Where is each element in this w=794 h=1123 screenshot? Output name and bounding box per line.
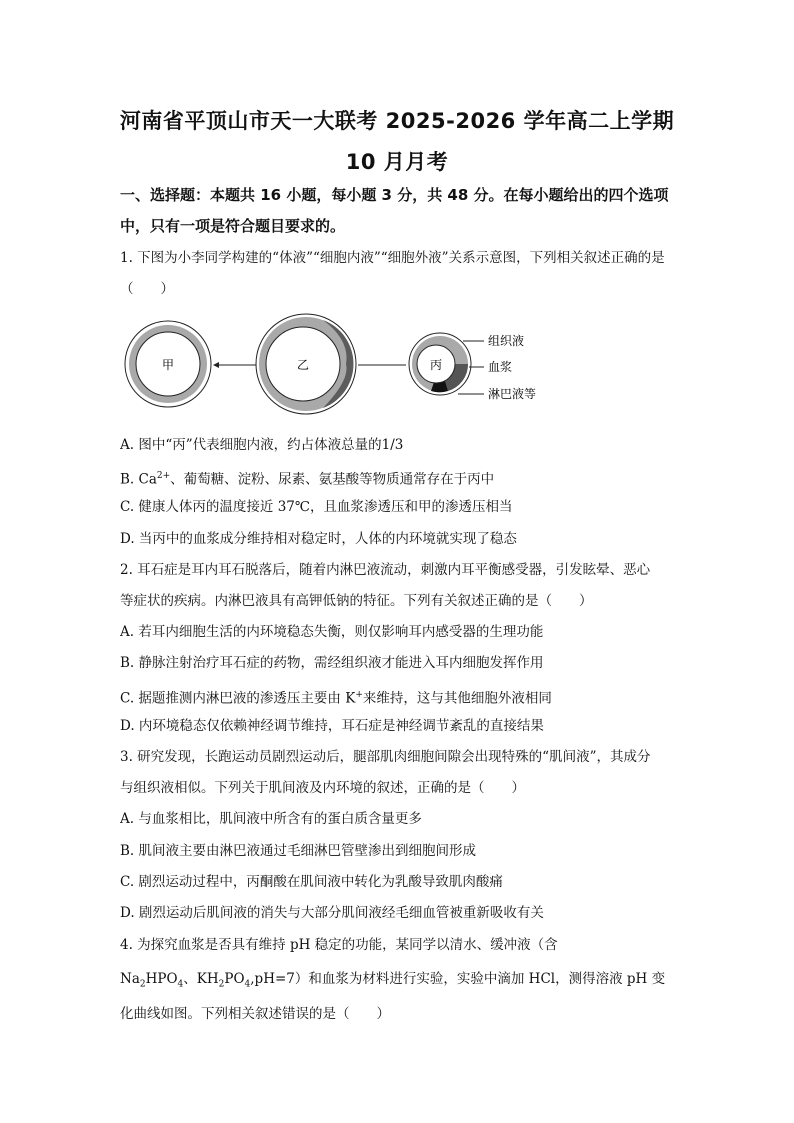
q1-option-b-pre: B. Ca (120, 471, 157, 488)
formula-po: PO (224, 971, 245, 987)
q2-stem-line2: 等症状的疾病。内淋巴液具有高钾低钠的特征。下列有关叙述正确的是（ ） (120, 593, 593, 609)
section-heading: 一、选择题：本题共 16 小题，每小题 3 分，共 48 分。在每小题给出的四个选项中，只有一项是符合题目要求的。 (120, 186, 669, 235)
exam-title-line1: 河南省平顶山市天一大联考 2025-2026 学年高二上学期 (119, 109, 675, 133)
label-bing: 丙 (429, 358, 443, 372)
formula-hpo-sub: 4 (177, 979, 184, 990)
q4-stem-line2 (120, 970, 680, 994)
formula-ph: ,pH=7 (250, 971, 295, 987)
q2-option-c (120, 686, 680, 708)
q1-stem-line1: 1. 下图为小李同学构建的“体液”“细胞内液”“细胞外液”关系示意图，下列相关叙述正确的是 (120, 250, 665, 266)
q1-option-d: D. 当丙中的血浆成分维持相对稳定时，人体的内环境就实现了稳态 (120, 531, 517, 547)
label-jia: 甲 (161, 358, 175, 372)
q4-stem-line3: 化曲线如图。下列相关叙述错误的是（ ） (120, 1006, 390, 1022)
label-tissue-fluid: 组织液 (488, 334, 525, 348)
q3-stem-line2: 与组织液相似。下列关于肌间液及内环境的叙述，正确的是（ ） (120, 780, 525, 796)
exam-title-line2: 10 月月考 (345, 150, 449, 174)
formula-hpo: HPO (145, 971, 178, 987)
formula-na: Na (120, 971, 140, 987)
formula-na-sub: 2 (139, 979, 146, 990)
label-yi: 乙 (296, 358, 310, 372)
q1-option-b (120, 467, 680, 489)
formula-k: 、KH (183, 971, 219, 987)
q2-option-c-post: 来维持，这与其他细胞外液相同 (362, 690, 552, 707)
q2-option-d: D. 内环境稳态仅依赖神经调节维持，耳石症是神经调节紊乱的直接结果 (120, 718, 544, 734)
formula-po-sub: 4 (244, 979, 251, 990)
q3-option-b: B. 肌间液主要由淋巴液通过毛细淋巴管壁渗出到细胞间形成 (120, 843, 477, 859)
q2-option-b: B. 静脉注射治疗耳石症的药物，需经组织液才能进入耳内细胞发挥作用 (120, 655, 544, 671)
q1-option-b-post: 、葡萄糖、淀粉、尿素、氨基酸等物质通常存在于丙中 (170, 471, 495, 488)
q3-option-d: D. 剧烈运动后肌间液的消失与大部分肌间液经毛细血管被重新吸收有关 (120, 905, 544, 921)
q2-option-c-sup: + (355, 690, 363, 700)
q4-stem-line1: 4. 为探究血浆是否具有维持 pH 稳定的功能，某同学以清水、缓冲液（含 (120, 937, 558, 953)
q1-option-c: C. 健康人体丙的温度接近 37℃，且血浆渗透压和甲的渗透压相当 (120, 499, 513, 515)
q3-option-a: A. 与血浆相比，肌间液中所含有的蛋白质含量更多 (120, 811, 422, 827)
q1-option-a: A. 图中“丙”代表细胞内液，约占体液总量的1/3 (120, 437, 404, 453)
q4-stem-line2-rest: ）和血浆为材料进行实验，实验中滴加 HCl，测得溶液 pH 变 (294, 971, 666, 987)
q2-option-c-pre: C. 据题推测内淋巴液的渗透压主要由 K (120, 690, 356, 707)
q1-stem-line2: （ ） (120, 281, 174, 297)
q3-stem-line1: 3. 研究发现，长跑运动员剧烈运动后，腿部肌肉细胞间隙会出现特殊的“肌间液”，其成分 (120, 749, 651, 765)
label-lymph: 淋巴液等 (488, 387, 537, 401)
body-fluid-diagram (118, 310, 558, 420)
arrow-head (213, 362, 219, 368)
label-plasma: 血浆 (488, 360, 513, 374)
q2-stem-line1: 2. 耳石症是耳内耳石脱落后，随着内淋巴液流动，刺激内耳平衡感受器，引发眩晕、恶心 (120, 562, 651, 578)
q1-option-b-sup: 2+ (156, 471, 171, 481)
q3-option-c: C. 剧烈运动过程中，丙酮酸在肌间液中转化为乳酸导致肌肉酸痛 (120, 874, 503, 890)
q2-option-a: A. 若耳内细胞生活的内环境稳态失衡，则仅影响耳内感受器的生理功能 (120, 624, 544, 640)
formula-k-sub: 2 (218, 979, 225, 990)
